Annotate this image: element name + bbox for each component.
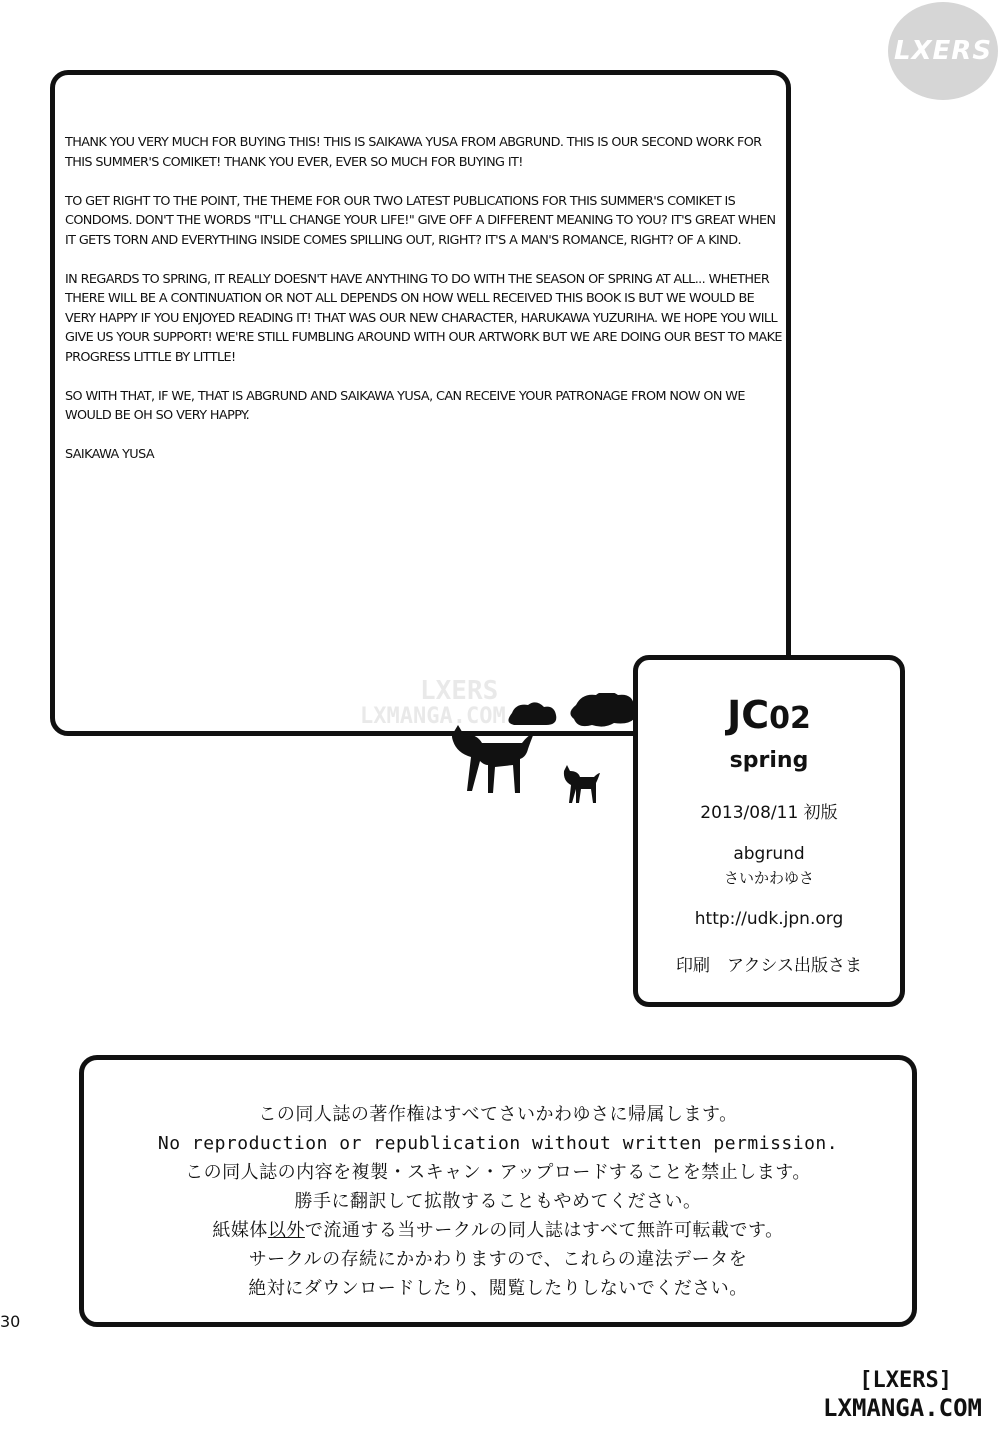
notice-line-6: サークルの存続にかかわりますので、これらの違法データを bbox=[248, 1249, 748, 1270]
notice-line-4: 勝手に翻訳して拡散することもやめてください。 bbox=[294, 1191, 702, 1212]
copyright-notice-text bbox=[84, 1100, 912, 1303]
page-number: 30 bbox=[0, 1312, 21, 1331]
small-cloud-icon bbox=[508, 702, 556, 725]
afterword-paragraph-1: THANK YOU VERY MUCH FOR BUYING THIS! THIS IS SAIKAWA YUSA FROM ABGRUND. THIS IS OUR SECOND WORK FOR THIS SUMMER'S COMIKET! THANK YOU EVER, EVER SO MUCH FOR BUYING IT! bbox=[65, 135, 762, 170]
cat-silhouette-icon bbox=[452, 725, 534, 793]
colophon-panel bbox=[633, 655, 905, 1007]
afterword-text bbox=[65, 133, 785, 484]
notice-line-3: この同人誌の内容を複製・スキャン・アップロードすることを禁止します。 bbox=[185, 1162, 811, 1183]
notice-line-5-start: 紙媒体 bbox=[212, 1220, 268, 1241]
publish-date: 2013/08/11 初版 bbox=[700, 803, 838, 823]
kitten-silhouette-icon bbox=[564, 765, 600, 803]
afterword-panel bbox=[50, 70, 791, 736]
copyright-notice-panel bbox=[79, 1055, 917, 1327]
book-subtitle: spring bbox=[729, 748, 809, 773]
notice-line-5-end: で流通する当サークルの同人誌はすべて無許可転載です。 bbox=[304, 1220, 784, 1241]
notice-line-2: No reproduction or republication without written permission. bbox=[157, 1133, 839, 1154]
notice-line-7: 絶対にダウンロードしたり、閲覧したりしないでください。 bbox=[248, 1278, 748, 1299]
large-cloud-icon bbox=[570, 693, 638, 727]
afterword-paragraph-3: IN REGARDS TO SPRING, IT REALLY DOESN'T HAVE ANYTHING TO DO WITH THE SEASON OF SPRING AT ALL... WHETHER THERE WILL BE A CONTINUATION OR NOT ALL DEPENDS ON HOW WELL RECEIVED THIS BOOK IS BUT WE WOULD BE VERY HAPPY IF YOU ENJOYED READING IT! THAT WAS OUR NEW CHARACTER, HARUKAWA YUZURIHA. WE HOPE YOU WILL GIVE US YOUR SUPPORT! WE'RE STILL FUMBLING AROUND WITH OUR ARTWORK BUT WE ARE DOING OUR BEST TO MAKE PROGRESS LITTLE BY LITTLE! bbox=[65, 271, 782, 365]
circle-name: abgrund bbox=[733, 844, 805, 864]
notice-line-5 bbox=[84, 1216, 912, 1245]
notice-line-5-underlined: 以外 bbox=[267, 1220, 305, 1241]
author-name: さいかわゆさ bbox=[723, 869, 814, 887]
cat-and-clouds-illustration bbox=[440, 693, 660, 813]
afterword-paragraph-4: SO WITH THAT, IF WE, THAT IS ABGRUND AND SAIKAWA YUSA, CAN RECEIVE YOUR PATRONAGE FROM NOW ON WE WOULD BE OH SO VERY HAPPY. bbox=[65, 388, 745, 423]
book-title bbox=[638, 695, 900, 739]
book-title-number: 02 bbox=[769, 701, 811, 736]
watermark-footer-bottom: LXMANGA.COM bbox=[823, 1394, 982, 1422]
printer-credit: 印刷 アクシス出版さま bbox=[676, 956, 862, 976]
afterword-paragraph-2: TO GET RIGHT TO THE POINT, THE THEME FOR OUR TWO LATEST PUBLICATIONS FOR THIS SUMMER'S COMIKET IS CONDOMS. DON'T THE WORDS "IT'LL CHANGE YOUR LIFE!" GIVE OFF A DIFFERENT MEANING TO YOU? IT'S GREAT WHEN IT GETS TORN AND EVERYTHING INSIDE COMES SPILLING OUT, RIGHT? IT'S A MAN'S ROMANCE, RIGHT? OF A KIND. bbox=[65, 193, 776, 248]
watermark-footer-top: [LXERS] bbox=[859, 1368, 952, 1393]
website-link[interactable]: http://udk.jpn.org bbox=[694, 909, 844, 929]
afterword-signature: SAIKAWA YUSA bbox=[65, 447, 154, 462]
notice-line-1: この同人誌の著作権はすべてさいかわゆさに帰属します。 bbox=[258, 1104, 738, 1125]
watermark-badge-text: LXERS bbox=[893, 36, 993, 66]
watermark-footer bbox=[823, 1368, 982, 1422]
book-title-main: JC bbox=[727, 693, 770, 737]
watermark-badge bbox=[888, 2, 998, 100]
